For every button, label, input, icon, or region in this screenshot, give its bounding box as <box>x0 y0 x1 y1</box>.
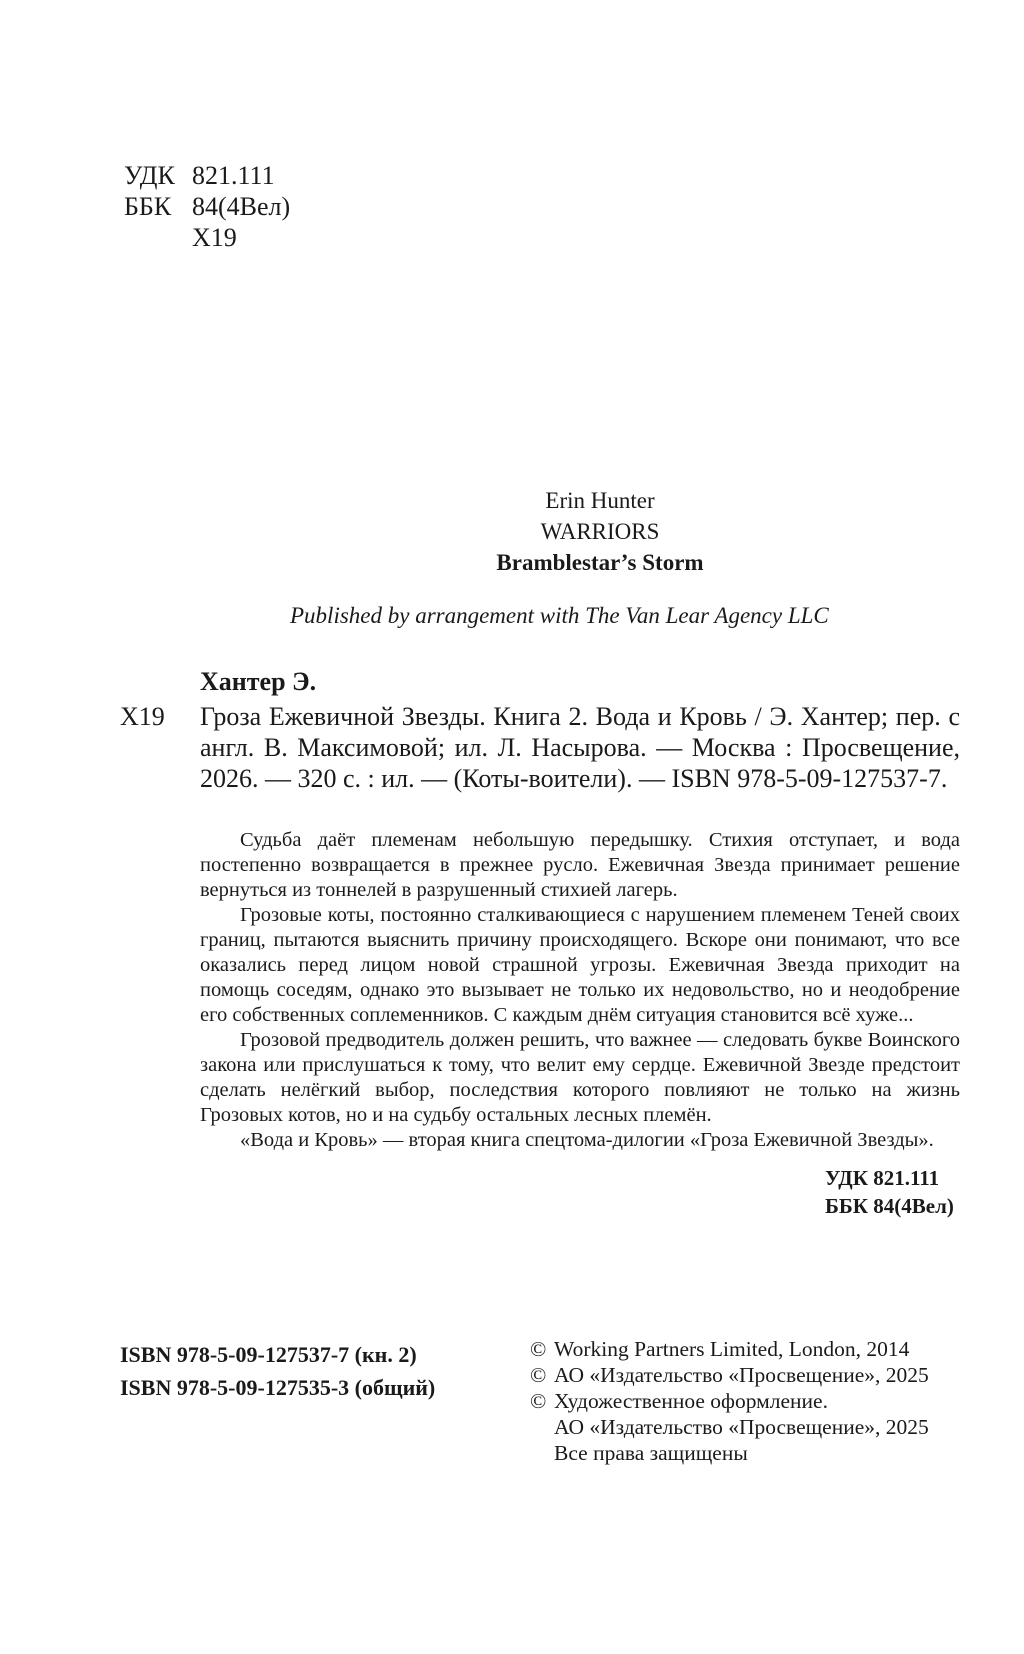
copyright-symbol: © <box>530 1389 547 1413</box>
udk-row <box>124 160 290 191</box>
copyright-line <box>530 1388 929 1414</box>
original-edition <box>440 485 760 578</box>
card-udk: УДК 821.111 <box>825 1166 940 1190</box>
isbn-block <box>120 1338 435 1404</box>
bbk-row <box>124 191 290 222</box>
annotation-paragraph: Судьба даёт племенам небольшую передышку. Стихия отступает, и вода постепенно возвращается в прежнее русло. Ежевичная Звезда принимает решение вернуться из тоннелей в разрушенный стихией лагерь. <box>200 829 960 901</box>
copyright-line <box>530 1362 929 1388</box>
copyright-text: Working Partners Limited, London, 2014 <box>554 1337 910 1361</box>
annotation-paragraph: Грозовой предводитель должен решить, что важнее — следовать букве Воинского закона или прислушаться к тому, что велит ему сердце. Ежевичной Звезде предстоит сделать нелёгкий выбор, последствия которого повлияют не только на жизнь Грозовых котов, но и на судьбу остальных лесных племён. <box>200 1029 960 1126</box>
copyright-text: АО «Издательство «Просвещение», 2025 <box>554 1415 929 1439</box>
copyright-text: АО «Издательство «Просвещение», 2025 <box>554 1363 929 1387</box>
card-entry <box>200 701 960 794</box>
agency-note: Published by arrangement with The Van Lear Agency LLC <box>290 603 829 628</box>
original-series: WARRIORS <box>540 519 660 544</box>
original-title: Bramblestar’s Storm <box>496 550 704 575</box>
udk-value: 821.111 <box>192 161 275 190</box>
classification-block <box>124 160 290 253</box>
copyright-symbol: © <box>530 1363 547 1387</box>
isbn-general: ISBN 978-5-09-127535-3 (общий) <box>120 1375 436 1400</box>
card-indexes <box>825 1164 954 1220</box>
isbn-volume: ISBN 978-5-09-127537-7 (кн. 2) <box>120 1342 417 1367</box>
annotation <box>200 828 960 1153</box>
card-author-mark: Х19 <box>120 702 165 731</box>
card-author-heading: Хантер Э. <box>200 667 317 696</box>
bbk-label: ББК <box>124 192 172 221</box>
copyright-line <box>530 1414 929 1440</box>
card-bbk: ББК 84(4Вел) <box>825 1194 954 1218</box>
copyright-line <box>530 1336 929 1362</box>
annotation-paragraph: Грозовые коты, постоянно сталкивающиеся с нарушением племенем Теней своих границ, пытаются выяснить причину происходящего. Вскоре они понимают, что все оказались перед лицом новой страшной угрозы. Ежевичная Звезда приходит на помощь соседям, однако это вызывает не только их недовольство, но и неодобрение его собственных соплеменников. С каждым днём ситуация становится всё хуже... <box>200 904 960 1026</box>
annotation-paragraph: «Вода и Кровь» — вторая книга спецтома-дилогии «Гроза Ежевичной Звезды». <box>240 1129 934 1151</box>
rights-reserved: Все права защищены <box>554 1441 748 1465</box>
author-mark-row <box>124 222 290 253</box>
bbk-value: 84(4Вел) <box>192 192 291 221</box>
copyright-text: Художественное оформление. <box>554 1389 828 1413</box>
copyright-block <box>530 1336 929 1466</box>
card-entry-text: Гроза Ежевичной Звезды. Книга 2. Вода и Кровь / Э. Хантер; пер. с англ. В. Максимовой; ил. Л. Насырова. — Москва : Просвещение, 2026. — 320 с. : ил. — (Коты-воители). — ISBN 978-5-09-127537-7. <box>200 702 960 793</box>
original-author: Erin Hunter <box>545 488 655 513</box>
copyright-line <box>530 1440 929 1466</box>
copyright-symbol: © <box>530 1337 547 1361</box>
author-mark: Х19 <box>192 223 237 252</box>
udk-label: УДК <box>124 161 175 190</box>
